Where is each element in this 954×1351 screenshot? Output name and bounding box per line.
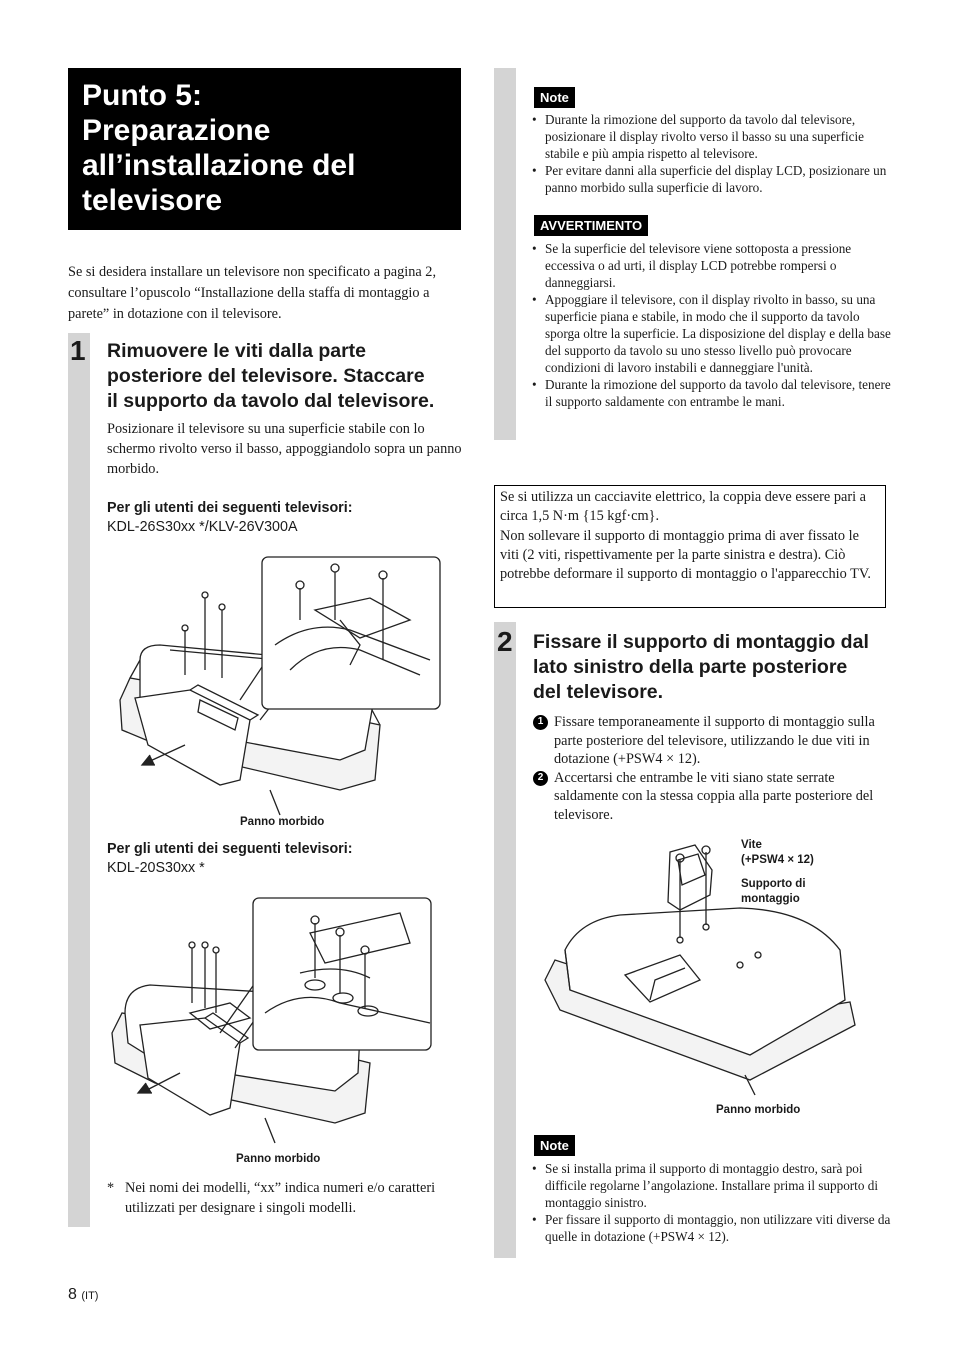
label-bracket-line1: Supporto di (741, 878, 806, 890)
note2-item: • Se si installa prima il supporto di montaggio destro, sarà poi difficile regolarne l’angolazione. Installare prima il supporto di montaggio sinistro. (531, 1160, 891, 1211)
footnote-mark: * (107, 1180, 115, 1196)
caption-soft-cloth-c: Panno morbido (716, 1104, 801, 1116)
page-title: Punto 5: Preparazione all’installazione del televisore (82, 79, 356, 217)
footnote-text: Nei nomi dei modelli, “xx” indica numeri e/o caratteri utilizzati per designare i singoli modelli. (125, 1180, 436, 1216)
notes-bar (494, 68, 516, 440)
note-label: Note (534, 87, 575, 108)
step1-bar (68, 333, 90, 1227)
torque-text: Se si utilizza un cacciavite elettrico, la coppia deve essere pari a circa 1,5 N·m {15 kgf·cm}. (500, 489, 866, 525)
note-list (531, 111, 891, 196)
page-language: (IT) (81, 1290, 99, 1302)
step1-text: Posizionare il televisore su una superficie stabile con lo schermo rivolto verso il basso, appoggiandolo sopra un panno morbido. (107, 421, 462, 477)
step2-number: 2 (497, 626, 513, 657)
warning-item: • Durante la rimozione del supporto da tavolo dal televisore, tenere il supporto saldamente con entrambe le mani. (531, 376, 891, 410)
intro-paragraph: Se si desidera installare un televisore non specificato a pagina 2, consultare l’opuscolo “Installazione della staffa di montaggio a parete” in dotazione con il televisore. (68, 264, 437, 322)
step1-group-a-label: Per gli utenti dei seguenti televisori: (107, 500, 353, 516)
step-marker-2: 2 (533, 771, 548, 786)
note-item: • Durante la rimozione del supporto da tavolo dal televisore, posizionare il display rivolto verso il basso su una superficie stabile e più ampia rispetto al televisore. (531, 111, 891, 162)
warning-item: • Se la superficie del televisore viene sottoposta a pressione eccessiva o ad urti, il display LCD potrebbe rompersi o danneggiarsi. (531, 240, 891, 291)
note2-list (531, 1160, 891, 1245)
note2-label: Note (534, 1135, 575, 1156)
label-screw-spec: (+PSW4 × 12) (741, 854, 814, 866)
instruction-item (533, 713, 887, 769)
caption-soft-cloth-a: Panno morbido (240, 816, 325, 828)
step-marker-1: 1 (533, 715, 548, 730)
torque-warning-box (494, 485, 886, 608)
caption-soft-cloth-b: Panno morbido (236, 1153, 321, 1165)
step1-title: Rimuovere le viti dalla parte posteriore del televisore. Staccare il supporto da tavolo dal televisore. (107, 340, 435, 412)
warning-label: AVVERTIMENTO (534, 215, 648, 236)
note-item: • Per evitare danni alla superficie del display LCD, posizionare un panno morbido sulla superficie di lavoro. (531, 162, 891, 196)
step1-group-b-models: KDL-20S30xx * (107, 860, 205, 876)
page-number-value: 8 (68, 1286, 77, 1303)
instruction-text: Fissare temporaneamente il supporto di montaggio sulla parte posteriore del televisore, utilizzando le due viti in dotazione (+PSW4 × 12). (554, 714, 875, 767)
label-screw: Vite (741, 839, 762, 851)
step1-group-a-models: KDL-26S30xx */KLV-26V300A (107, 519, 298, 535)
note2-item: • Per fissare il supporto di montaggio, non utilizzare viti diverse da quelle in dotazione (+PSW4 × 12). (531, 1211, 891, 1245)
step1-number: 1 (70, 335, 86, 366)
label-bracket-line2: montaggio (741, 893, 800, 905)
lift-caution-text: Non sollevare il supporto di montaggio prima di aver fissato le viti (2 viti, rispettivamente per la parte sinistra e destra). Ciò potrebbe deformare il supporto di montaggio o l'apparecchio TV. (500, 527, 871, 583)
instruction-text: Accertarsi che entrambe le viti siano state serrate saldamente con la stessa coppia alla parte posteriore del televisore. (554, 769, 874, 823)
step2-instructions (533, 713, 887, 824)
illustration-bracket-attach (540, 840, 860, 1100)
step1-group-b-label: Per gli utenti dei seguenti televisori: (107, 841, 353, 857)
warning-item: • Appoggiare il televisore, con il display rivolto in basso, su una superficie piana e stabile, in modo che il supporto da tavolo sporga oltre la superficie. La disposizione del display e della base del supporto da tavolo su uno stesso livello può provocare condizioni di lavoro instabili e danneggiare l'unità. (531, 291, 891, 376)
step2-title: Fissare il supporto di montaggio dal lato sinistro della parte posteriore del televisore. (533, 631, 869, 703)
step2-bar (494, 622, 516, 1258)
illustration-tv-20-stand-removal (110, 893, 440, 1163)
page-number (68, 1286, 98, 1304)
instruction-item (533, 769, 887, 825)
warning-list (531, 240, 891, 410)
section-title-block (68, 68, 461, 230)
illustration-tv-26-stand-removal (110, 550, 445, 835)
